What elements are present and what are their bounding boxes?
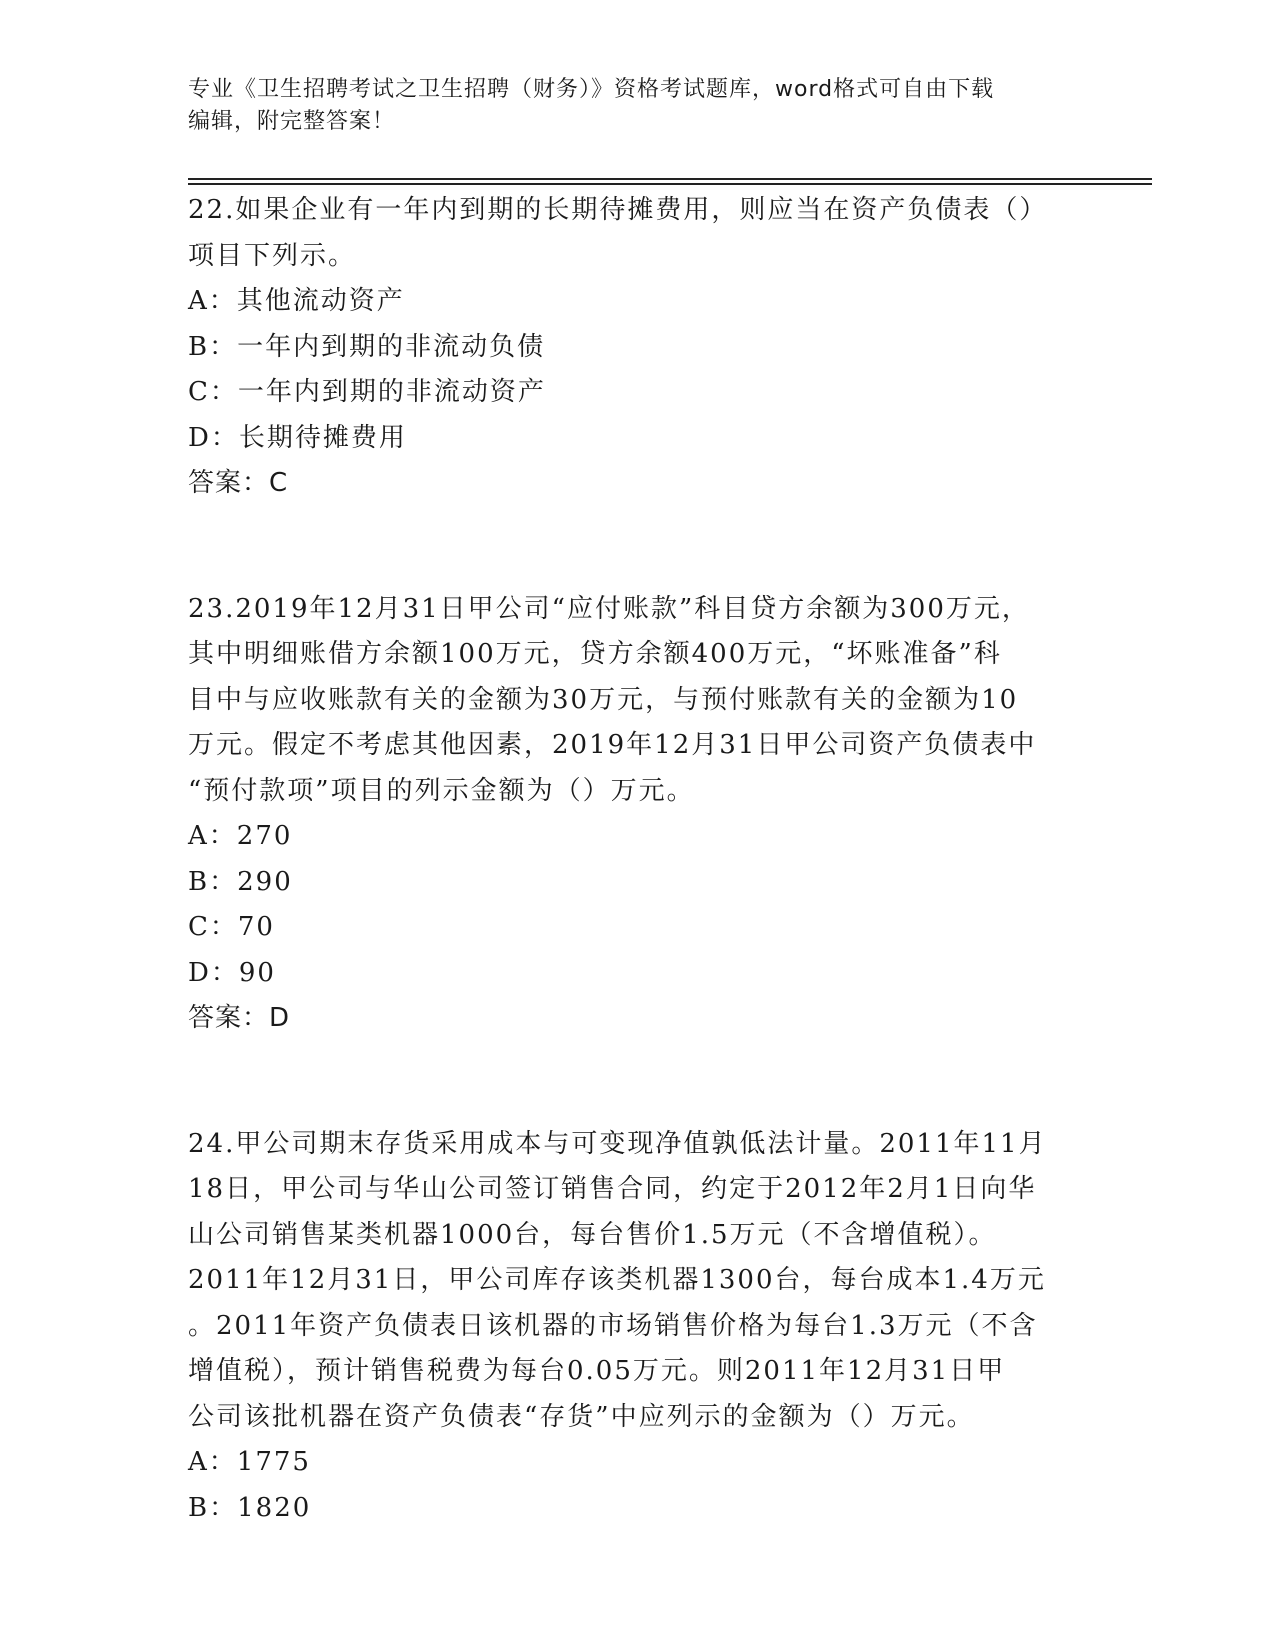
- question-text-line: 2011年12月31日，甲公司库存该类机器1300台，每台成本1.4万元: [188, 1265, 1046, 1295]
- option-b: B：290: [188, 866, 293, 897]
- option-a: A：1775: [188, 1447, 311, 1477]
- question-text-line: 。2011年资产负债表日该机器的市场销售价格为每台1.3万元（不含: [188, 1310, 1038, 1341]
- answer: 答案：D: [188, 1003, 291, 1033]
- question-spacer: [188, 507, 1088, 587]
- question-text-line: “预付款项”项目的列示金额为（）万元。: [188, 775, 695, 806]
- option-b: B：1820: [188, 1492, 312, 1523]
- question-23: [188, 587, 1088, 1042]
- question-spacer: [188, 1042, 1088, 1122]
- question-text-line: 项目下列示。: [188, 240, 357, 271]
- header-line-2: 编辑，附完整答案！: [188, 109, 396, 134]
- option-c: C：70: [188, 912, 275, 942]
- question-list: [188, 188, 1088, 1531]
- option-a: A：270: [188, 821, 293, 851]
- question-text-line: 目中与应收账款有关的金额为30万元，与预付账款有关的金额为10: [188, 684, 1019, 715]
- question-24: [188, 1122, 1088, 1532]
- question-text-line: 22.如果企业有一年内到期的长期待摊费用，则应当在资产负债表（）: [188, 195, 1048, 225]
- document-header: [188, 74, 1088, 138]
- question-text-line: 23.2019年12月31日甲公司“应付账款”科目贷方余额为300万元，: [188, 593, 1030, 624]
- header-divider-bottom: [188, 183, 1152, 185]
- question-text-line: 公司该批机器在资产负债表“存货”中应列示的金额为（）万元。: [188, 1401, 975, 1432]
- option-c: C：一年内到期的非流动资产: [188, 377, 546, 407]
- question-text-line: 24.甲公司期末存货采用成本与可变现净值孰低法计量。2011年11月: [188, 1128, 1047, 1159]
- question-text-line: 18日，甲公司与华山公司签订销售合同，约定于2012年2月1日向华: [188, 1174, 1037, 1204]
- question-22: [188, 188, 1088, 507]
- question-text-line: 其中明细账借方余额100万元，贷方余额400万元，“坏账准备”科: [188, 639, 1002, 669]
- header-line-1: 专业《卫生招聘考试之卫生招聘（财务）》资格考试题库，word格式可自由下载: [188, 77, 995, 102]
- header-divider-top: [188, 178, 1152, 180]
- question-text-line: 山公司销售某类机器1000台，每台售价1.5万元（不含增值税）。: [188, 1219, 997, 1250]
- option-d: D：90: [188, 957, 276, 988]
- option-a: A：其他流动资产: [188, 286, 405, 316]
- question-text-line: 增值税），预计销售税费为每台0.05万元。则2011年12月31日甲: [188, 1356, 1006, 1386]
- option-d: D：长期待摊费用: [188, 422, 407, 453]
- answer: 答案：C: [188, 468, 289, 498]
- option-b: B：一年内到期的非流动负债: [188, 331, 546, 362]
- question-text-line: 万元。假定不考虑其他因素，2019年12月31日甲公司资产负债表中: [188, 730, 1037, 760]
